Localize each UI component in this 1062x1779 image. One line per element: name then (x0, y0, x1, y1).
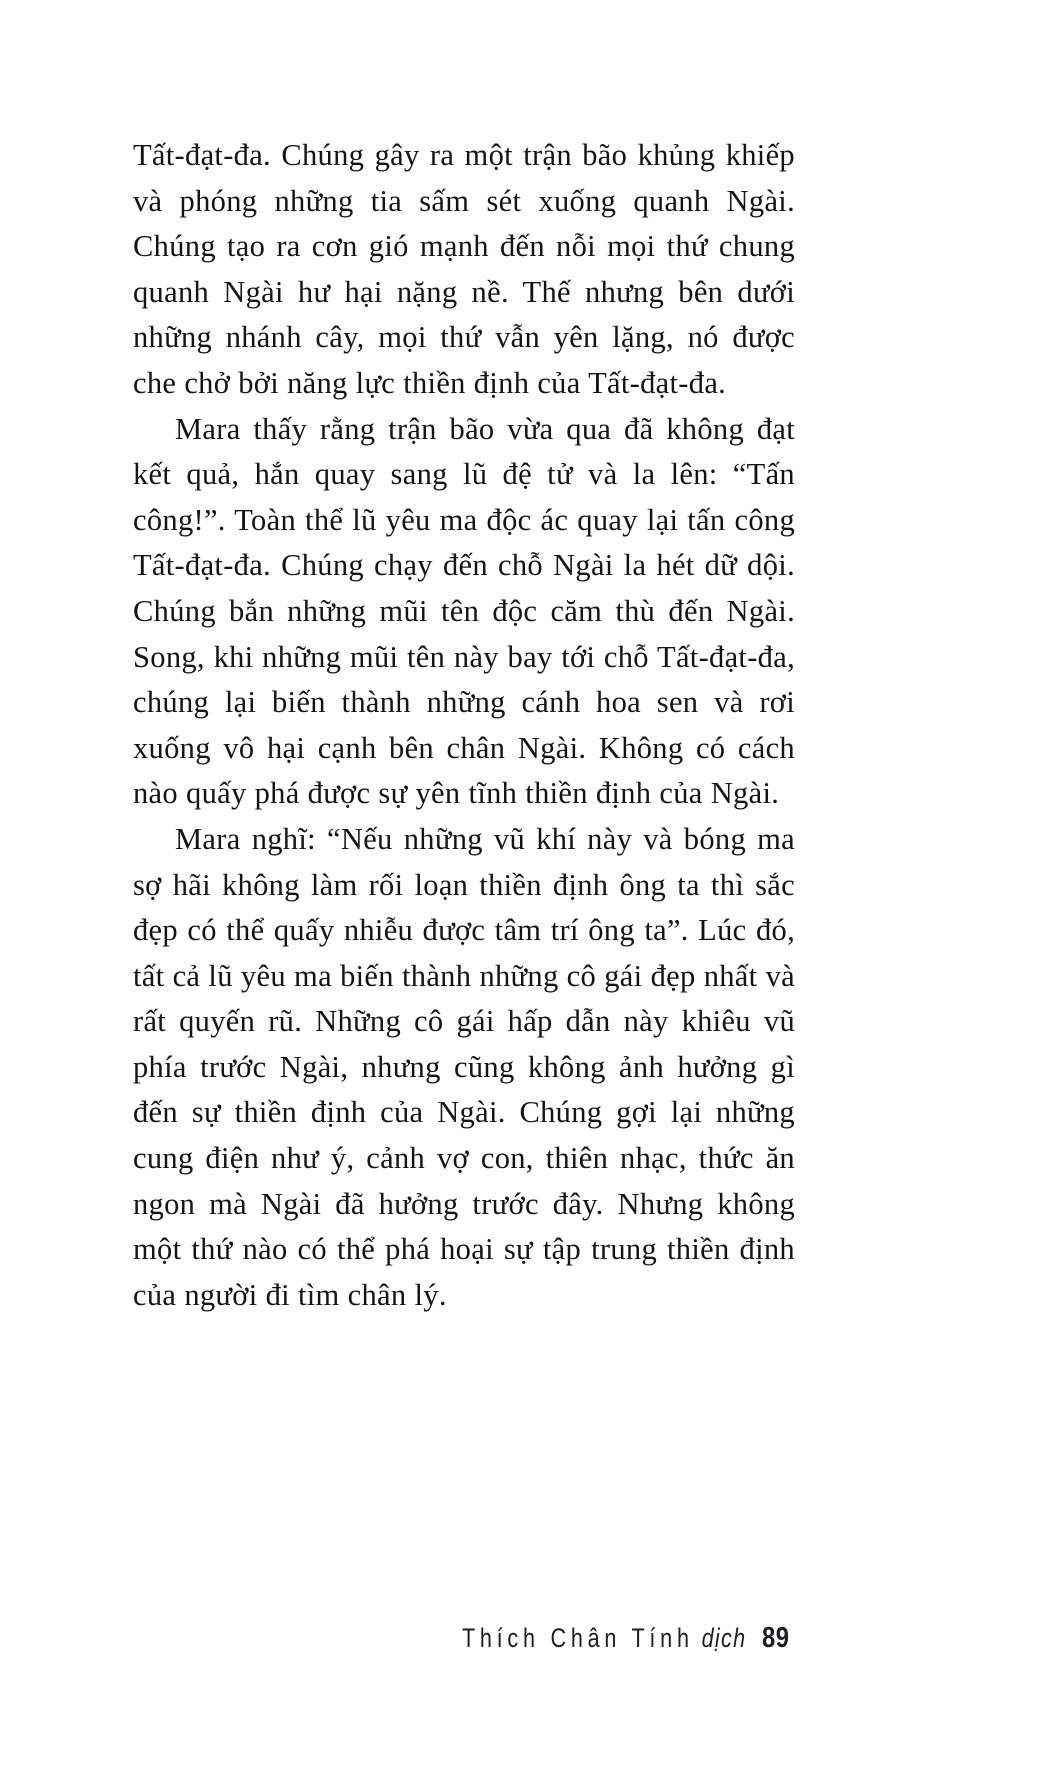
paragraph-3: Mara nghĩ: “Nếu những vũ khí này và bóng ma sợ hãi không làm rối loạn thiền định ông ta thì sắc đẹp có thể quấy nhiễu được tâm trí ông ta”. Lúc đó, tất cả lũ yêu ma biến thành những cô gái đẹp nhất và rất quyến rũ. Những cô gái hấp dẫn này khiêu vũ phía trước Ngài, nhưng cũng không ảnh hưởng gì đến sự thiền định của Ngài. Chúng gợi lại những cung điện như ý, cảnh vợ con, thiên nhạc, thức ăn ngon mà Ngài đã hưởng trước đây. Nhưng không một thứ nào có thể phá hoại sự tập trung thiền định của người đi tìm chân lý. (133, 821, 795, 1312)
footer-translator-role: dịch (701, 1623, 746, 1653)
paragraph-1: Tất-đạt-đa. Chúng gây ra một trận bão khủng khiếp và phóng những tia sấm sét xuống quanh Ngài. Chúng tạo ra cơn gió mạnh đến nỗi mọi thứ chung quanh Ngài hư hại nặng nề. Thế nhưng bên dưới những nhánh cây, mọi thứ vẫn yên lặng, nó được che chở bởi năng lực thiền định của Tất-đạt-đa. (133, 138, 795, 400)
page-footer (133, 1622, 795, 1655)
page-number: 89 (761, 1622, 789, 1654)
body-text-block (133, 133, 795, 1318)
footer-translator-name: Thích Chân Tính (461, 1623, 694, 1653)
paragraph-2: Mara thấy rằng trận bão vừa qua đã không đạt kết quả, hắn quay sang lũ đệ tử và la lên: “Tấn công!”. Toàn thể lũ yêu ma độc ác quay lại tấn công Tất-đạt-đa. Chúng chạy đến chỗ Ngài la hét dữ dội. Chúng bắn những mũi tên độc căm thù đến Ngài. Song, khi những mũi tên này bay tới chỗ Tất-đạt-đa, chúng lại biến thành những cánh hoa sen và rơi xuống vô hại cạnh bên chân Ngài. Không có cách nào quấy phá được sự yên tĩnh thiền định của Ngài. (133, 411, 795, 811)
